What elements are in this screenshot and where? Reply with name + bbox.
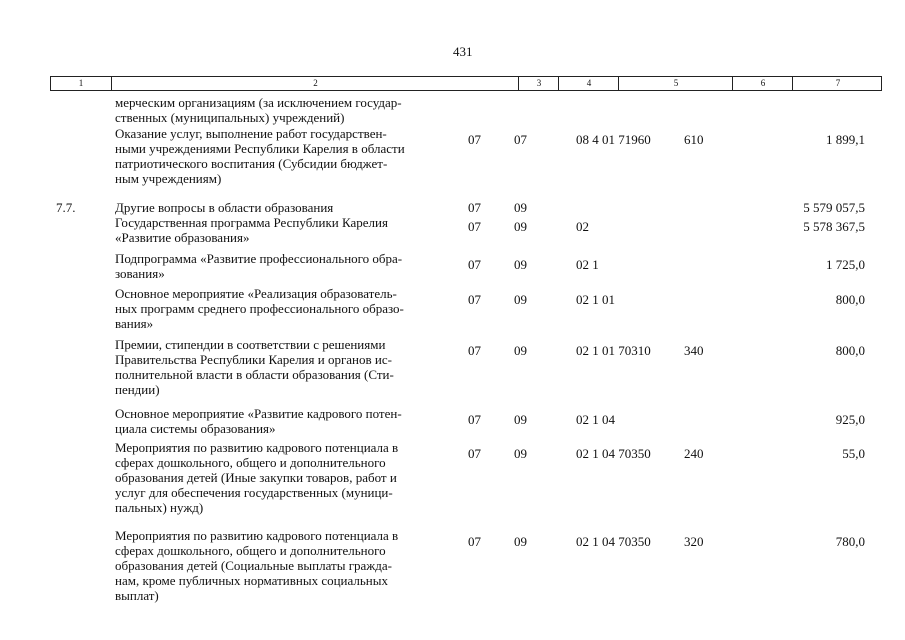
amount-value: 800,0 <box>835 343 865 358</box>
subsection-code: 07 <box>514 132 527 147</box>
header-col-4: 4 <box>558 77 619 90</box>
section-code: 07 <box>468 534 481 549</box>
description-line: ным учреждениям) <box>115 171 222 186</box>
subsection-code: 09 <box>514 257 527 272</box>
row-description <box>115 126 460 186</box>
table-header <box>50 76 882 91</box>
row-description <box>115 251 460 281</box>
description-line: зования» <box>115 266 165 281</box>
amount-value: 925,0 <box>835 412 865 427</box>
section-code: 07 <box>468 200 481 215</box>
expense-type-code: 610 <box>684 132 704 147</box>
section-code: 07 <box>468 257 481 272</box>
row-description <box>115 215 460 245</box>
description-line: образования детей (Иные закупки товаров, работ и <box>115 470 397 485</box>
row-description <box>115 440 460 515</box>
expense-type-code: 340 <box>684 343 704 358</box>
description-line: Государственная программа Республики Карелия <box>115 215 388 230</box>
expense-type-code: 320 <box>684 534 704 549</box>
amount-value: 55,0 <box>842 446 865 461</box>
header-col-7: 7 <box>792 77 883 90</box>
target-article-code: 02 1 04 70350 <box>576 534 651 549</box>
row-description <box>115 337 460 397</box>
description-line: Премии, стипендии в соответствии с решениями <box>115 337 386 352</box>
amount-value: 780,0 <box>835 534 865 549</box>
description-line: вания» <box>115 316 154 331</box>
subsection-code: 09 <box>514 412 527 427</box>
description-line: Мероприятия по развитию кадрового потенциала в <box>115 440 399 455</box>
description-line: Правительства Республики Карелия и органов ис- <box>115 352 392 367</box>
row-number: 7.7. <box>56 200 76 215</box>
description-line: патриотического воспитания (Субсидии бюджет- <box>115 156 388 171</box>
header-col-3: 3 <box>518 77 559 90</box>
header-col-5: 5 <box>618 77 733 90</box>
description-line: ственных (муниципальных) учреждений) <box>115 110 345 125</box>
amount-value: 5 578 367,5 <box>803 219 865 234</box>
header-col-1: 1 <box>78 78 84 88</box>
description-line: Основное мероприятие «Реализация образователь- <box>115 286 397 301</box>
row-description <box>115 286 460 331</box>
description-line: Основное мероприятие «Развитие кадрового потен- <box>115 406 402 421</box>
row-description <box>115 95 460 125</box>
subsection-code: 09 <box>514 343 527 358</box>
page-number: 431 <box>453 44 473 59</box>
description-line: Оказание услуг, выполнение работ государствен- <box>115 126 387 141</box>
description-line: ными учреждениями Республики Карелия в области <box>115 141 405 156</box>
description-line: выплат) <box>115 588 159 603</box>
section-code: 07 <box>468 292 481 307</box>
description-line: пальных) нужд) <box>115 500 204 515</box>
target-article-code: 02 1 01 70310 <box>576 343 651 358</box>
description-line: сферах дошкольного, общего и дополнительного <box>115 455 386 470</box>
target-article-code: 08 4 01 71960 <box>576 132 651 147</box>
subsection-code: 09 <box>514 446 527 461</box>
amount-value: 800,0 <box>835 292 865 307</box>
target-article-code: 02 <box>576 219 589 234</box>
description-line: образования детей (Социальные выплаты гражда- <box>115 558 393 573</box>
subsection-code: 09 <box>514 219 527 234</box>
subsection-code: 09 <box>514 534 527 549</box>
section-code: 07 <box>468 446 481 461</box>
description-line: полнительной власти в области образования (Сти- <box>115 367 394 382</box>
description-line: Мероприятия по развитию кадрового потенциала в <box>115 528 399 543</box>
amount-value: 1 725,0 <box>826 257 865 272</box>
target-article-code: 02 1 01 <box>576 292 615 307</box>
subsection-code: 09 <box>514 200 527 215</box>
subsection-code: 09 <box>514 292 527 307</box>
description-line: циала системы образования» <box>115 421 276 436</box>
description-line: ных программ среднего профессионального образо- <box>115 301 404 316</box>
expense-type-code: 240 <box>684 446 704 461</box>
section-code: 07 <box>468 343 481 358</box>
section-code: 07 <box>468 132 481 147</box>
description-line: нам, кроме публичных нормативных социальных <box>115 573 388 588</box>
section-code: 07 <box>468 412 481 427</box>
target-article-code: 02 1 04 70350 <box>576 446 651 461</box>
amount-value: 5 579 057,5 <box>803 200 865 215</box>
row-description <box>115 200 460 215</box>
header-col-2: 2 <box>111 77 519 90</box>
header-col-6: 6 <box>732 77 793 90</box>
description-line: Подпрограмма «Развитие профессионального обра- <box>115 251 403 266</box>
description-line: мерческим организациям (за исключением государ- <box>115 95 402 110</box>
amount-value: 1 899,1 <box>826 132 865 147</box>
row-description <box>115 406 460 436</box>
target-article-code: 02 1 <box>576 257 599 272</box>
description-line: Другие вопросы в области образования <box>115 200 334 215</box>
description-line: «Развитие образования» <box>115 230 250 245</box>
description-line: пендии) <box>115 382 160 397</box>
description-line: услуг для обеспечения государственных (муници- <box>115 485 393 500</box>
description-line: сферах дошкольного, общего и дополнительного <box>115 543 386 558</box>
section-code: 07 <box>468 219 481 234</box>
row-description <box>115 528 460 603</box>
target-article-code: 02 1 04 <box>576 412 615 427</box>
